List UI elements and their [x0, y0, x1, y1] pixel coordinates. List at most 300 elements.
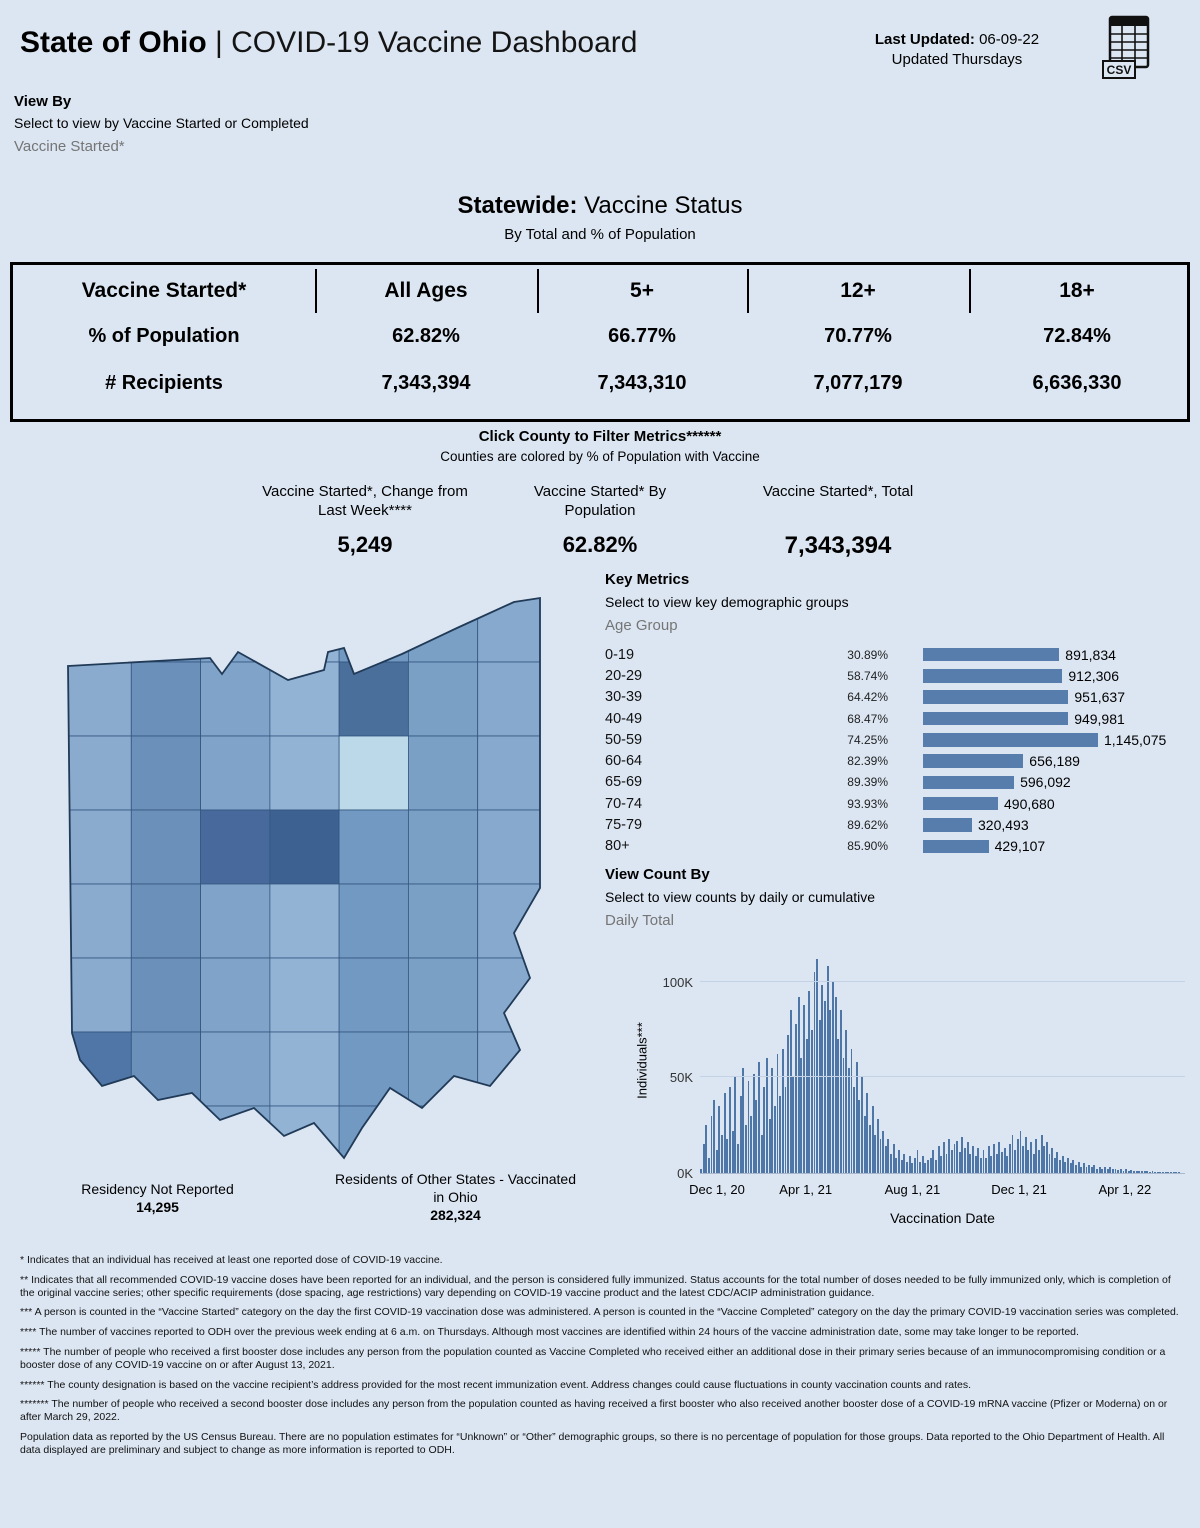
daily-count-bar[interactable]	[914, 1158, 916, 1173]
age-group-bar-chart	[605, 644, 1197, 857]
county-shape[interactable]	[478, 958, 547, 1032]
county-shape[interactable]	[62, 588, 131, 662]
daily-count-bar[interactable]	[1020, 1131, 1022, 1173]
county-shape[interactable]	[339, 736, 408, 810]
age-bar[interactable]	[923, 840, 989, 854]
age-bar-row	[605, 729, 1197, 750]
daily-count-bar[interactable]	[959, 1152, 961, 1173]
county-shape[interactable]	[478, 736, 547, 810]
age-count-label: 490,680	[1004, 795, 1055, 812]
view-count-select[interactable]: Daily Total	[605, 912, 674, 929]
daily-count-bar[interactable]	[1004, 1148, 1006, 1173]
daily-count-bar[interactable]	[922, 1156, 924, 1173]
daily-count-bar[interactable]	[729, 1087, 731, 1173]
daily-count-bar[interactable]	[1043, 1146, 1045, 1173]
daily-count-bar[interactable]	[724, 1093, 726, 1173]
county-shape[interactable]	[131, 958, 200, 1032]
daily-count-bar[interactable]	[985, 1158, 987, 1173]
table-col-12plus: 12+	[840, 279, 876, 302]
table-col-18plus: 18+	[1059, 279, 1095, 302]
daily-count-bar[interactable]	[996, 1154, 998, 1173]
daily-count-bar[interactable]	[940, 1156, 942, 1173]
daily-count-bar[interactable]	[808, 991, 810, 1173]
daily-count-bar[interactable]	[1030, 1142, 1032, 1173]
daily-count-bar[interactable]	[782, 1049, 784, 1173]
x-axis-tick-label: Apr 1, 22	[1098, 1182, 1152, 1197]
county-filter-subtitle: Counties are colored by % of Population with Vaccine	[440, 449, 760, 464]
kpi-change-from-last-week	[260, 482, 470, 574]
table-divider	[747, 269, 749, 313]
daily-count-bar[interactable]	[1086, 1167, 1088, 1173]
daily-count-bar[interactable]	[803, 1005, 805, 1173]
daily-count-bar[interactable]	[737, 1144, 739, 1173]
daily-count-bar[interactable]	[771, 1068, 773, 1173]
daily-count-bar[interactable]	[853, 1087, 855, 1173]
daily-count-bar[interactable]	[1141, 1171, 1143, 1173]
age-bar[interactable]	[923, 648, 1059, 662]
daily-count-bar[interactable]	[835, 997, 837, 1173]
daily-count-bar[interactable]	[755, 1100, 757, 1173]
county-shape[interactable]	[131, 1106, 200, 1180]
daily-count-bar[interactable]	[909, 1156, 911, 1173]
county-shape[interactable]	[270, 736, 339, 810]
daily-count-bar[interactable]	[845, 1030, 847, 1174]
kpi-value: 62.82%	[562, 532, 638, 557]
age-bar-row	[605, 793, 1197, 814]
daily-count-bar[interactable]	[745, 1125, 747, 1173]
county-shape[interactable]	[339, 1032, 408, 1106]
daily-count-bar[interactable]	[829, 1010, 831, 1173]
table-divider	[537, 269, 539, 313]
county-shape[interactable]	[131, 662, 200, 736]
daily-count-bar[interactable]	[866, 1093, 868, 1173]
daily-count-bar[interactable]	[917, 1150, 919, 1173]
county-shape[interactable]	[131, 588, 200, 662]
county-shape[interactable]	[270, 662, 339, 736]
daily-count-bar[interactable]	[1115, 1169, 1117, 1173]
daily-count-bar[interactable]	[890, 1154, 892, 1173]
daily-count-bar[interactable]	[893, 1144, 895, 1173]
view-by-select[interactable]: Vaccine Started*	[14, 138, 125, 155]
age-group-label: 80+	[605, 838, 630, 855]
daily-count-bar[interactable]	[740, 1096, 742, 1173]
county-shape[interactable]	[408, 1032, 477, 1106]
last-updated-label: Last Updated:	[874, 31, 975, 48]
county-shape[interactable]	[201, 588, 270, 662]
daily-count-bar[interactable]	[951, 1150, 953, 1173]
daily-count-bar[interactable]	[1123, 1171, 1125, 1173]
daily-count-bar[interactable]	[1133, 1171, 1135, 1173]
daily-count-bar[interactable]	[1093, 1165, 1095, 1173]
daily-count-bar[interactable]	[887, 1139, 889, 1173]
daily-count-bar[interactable]	[972, 1146, 974, 1173]
daily-count-bar[interactable]	[742, 1068, 744, 1173]
daily-count-bar[interactable]	[840, 1010, 842, 1173]
county-shape[interactable]	[408, 884, 477, 958]
daily-count-bar[interactable]	[792, 1077, 794, 1173]
csv-download-button[interactable]	[1100, 14, 1152, 82]
age-bar[interactable]	[923, 733, 1098, 747]
age-bar[interactable]	[923, 690, 1068, 704]
daily-count-bar[interactable]	[821, 985, 823, 1173]
daily-count-bar[interactable]	[819, 1020, 821, 1173]
age-count-label: 951,637	[1074, 689, 1125, 706]
age-count-label: 1,145,075	[1104, 731, 1167, 748]
daily-count-bar[interactable]	[906, 1162, 908, 1174]
daily-count-bar[interactable]	[1041, 1135, 1043, 1173]
daily-count-bar[interactable]	[1154, 1172, 1156, 1173]
daily-count-bar[interactable]	[1146, 1171, 1148, 1173]
age-group-label: 40-49	[605, 710, 643, 727]
county-shape[interactable]	[339, 958, 408, 1032]
daily-count-bar[interactable]	[1167, 1172, 1169, 1173]
kpi-value: 5,249	[337, 532, 393, 557]
county-shape[interactable]	[270, 1032, 339, 1106]
footnote: Population data as reported by the US Census Bureau. There are no population estimates for “Unknown” or “Other” demographic groups, so there is no percentage of population for those groups. Data reported to the Ohio Department of Health. All data displayed are preliminary and subject to change as more information is reported to ODH.	[20, 1430, 1165, 1456]
daily-count-bar[interactable]	[1009, 1144, 1011, 1173]
daily-count-bar[interactable]	[858, 1100, 860, 1173]
daily-count-bar[interactable]	[911, 1163, 913, 1173]
daily-count-bar[interactable]	[1157, 1172, 1159, 1174]
county-shape[interactable]	[408, 736, 477, 810]
daily-count-bar[interactable]	[1125, 1169, 1127, 1173]
daily-count-bar[interactable]	[816, 959, 818, 1173]
statewide-title-bold: Statewide:	[457, 192, 578, 219]
daily-count-bar[interactable]	[1099, 1167, 1101, 1173]
daily-count-bar[interactable]	[1109, 1167, 1111, 1173]
daily-count-bar[interactable]	[983, 1150, 985, 1173]
daily-count-bar[interactable]	[1096, 1169, 1098, 1173]
county-shape[interactable]	[270, 810, 339, 884]
daily-count-bar[interactable]	[774, 1106, 776, 1173]
daily-count-bar[interactable]	[1012, 1135, 1014, 1173]
county-shape[interactable]	[408, 810, 477, 884]
age-bar[interactable]	[923, 818, 972, 832]
last-updated-block	[852, 30, 1062, 70]
age-group-label: 65-69	[605, 774, 643, 791]
daily-count-bar[interactable]	[927, 1160, 929, 1173]
county-shape[interactable]	[408, 662, 477, 736]
daily-count-bar[interactable]	[734, 1077, 736, 1173]
county-shape[interactable]	[62, 884, 131, 958]
daily-count-bar[interactable]	[864, 1116, 866, 1173]
age-bar-row	[605, 708, 1197, 729]
daily-count-bar[interactable]	[938, 1146, 940, 1173]
view-count-subtitle: Select to view counts by daily or cumulative	[605, 889, 876, 905]
daily-count-bar[interactable]	[874, 1135, 876, 1173]
daily-count-bar[interactable]	[1101, 1169, 1103, 1173]
age-percent-label: 58.74%	[847, 668, 888, 683]
age-group-label: 20-29	[605, 667, 643, 684]
daily-count-bar[interactable]	[930, 1158, 932, 1173]
daily-count-bar[interactable]	[969, 1154, 971, 1173]
county-shape[interactable]	[408, 958, 477, 1032]
daily-count-bar[interactable]	[827, 966, 829, 1173]
county-shape[interactable]	[478, 1106, 547, 1180]
daily-count-bar[interactable]	[1014, 1150, 1016, 1173]
daily-count-bar[interactable]	[901, 1160, 903, 1173]
county-shape[interactable]	[478, 810, 547, 884]
county-shape[interactable]	[201, 1032, 270, 1106]
daily-count-bar[interactable]	[903, 1154, 905, 1173]
daily-count-bar[interactable]	[1027, 1150, 1029, 1173]
daily-count-bar[interactable]	[1162, 1172, 1164, 1173]
daily-count-bar[interactable]	[1038, 1150, 1040, 1173]
footnotes	[20, 1254, 1180, 1464]
daily-count-bar[interactable]	[713, 1100, 715, 1173]
age-bar[interactable]	[923, 797, 998, 811]
daily-count-bar[interactable]	[705, 1125, 707, 1173]
statewide-subtitle: By Total and % of Population	[504, 226, 696, 243]
daily-count-bar[interactable]	[708, 1158, 710, 1173]
county-shape[interactable]	[62, 736, 131, 810]
daily-count-bar[interactable]	[1149, 1172, 1151, 1174]
daily-count-bar[interactable]	[919, 1162, 921, 1174]
residency-not-reported-stat	[40, 1180, 275, 1216]
daily-count-bar[interactable]	[814, 972, 816, 1173]
daily-count-bar[interactable]	[975, 1156, 977, 1173]
daily-count-bar[interactable]	[880, 1139, 882, 1173]
x-axis-tick-label: Apr 1, 21	[779, 1182, 833, 1197]
daily-count-bar[interactable]	[1144, 1171, 1146, 1173]
daily-count-bar[interactable]	[885, 1146, 887, 1173]
daily-count-bar[interactable]	[758, 1062, 760, 1173]
daily-count-bar[interactable]	[924, 1163, 926, 1173]
daily-count-bar[interactable]	[877, 1119, 879, 1173]
daily-count-bar[interactable]	[1178, 1172, 1180, 1173]
daily-count-bar[interactable]	[1033, 1154, 1035, 1173]
daily-count-bar[interactable]	[869, 1125, 871, 1173]
daily-count-bar[interactable]	[946, 1154, 948, 1173]
daily-count-bar[interactable]	[1001, 1152, 1003, 1173]
daily-count-bar[interactable]	[761, 1135, 763, 1173]
daily-count-bar[interactable]	[718, 1106, 720, 1173]
county-shape[interactable]	[201, 810, 270, 884]
footnote: ***** The number of people who received a first booster dose includes any person from the population counted as Vaccine Completed who received either an additional dose in their primary series because of an immunocompromising condition or a booster dose of any COVID-19 vaccine on or after August 13, 2021.	[20, 1345, 1166, 1371]
daily-count-bar[interactable]	[1006, 1156, 1008, 1173]
page-title	[20, 26, 637, 60]
daily-count-bar[interactable]	[998, 1142, 1000, 1173]
kpi-label: Vaccine Started* By Population	[533, 483, 667, 519]
daily-count-bar[interactable]	[785, 1087, 787, 1173]
x-axis-tick-label: Aug 1, 21	[884, 1182, 941, 1197]
daily-count-bar[interactable]	[811, 1030, 813, 1174]
daily-count-bar[interactable]	[943, 1142, 945, 1173]
table-cell: 66.77%	[608, 325, 676, 347]
county-shape[interactable]	[339, 884, 408, 958]
footnote: ****** The county designation is based on the vaccine recipient’s address provided for the most recent immunization event. Address changes could cause fluctuations in county vaccination counts and rates.	[20, 1378, 972, 1391]
daily-count-bar[interactable]	[956, 1141, 958, 1174]
daily-count-bar[interactable]	[1049, 1154, 1051, 1173]
county-shape[interactable]	[270, 884, 339, 958]
daily-count-bar[interactable]	[1080, 1167, 1082, 1173]
daily-count-bar[interactable]	[861, 1077, 863, 1173]
county-shape[interactable]	[270, 958, 339, 1032]
county-shape[interactable]	[62, 1106, 131, 1180]
daily-count-bar[interactable]	[1117, 1170, 1119, 1173]
county-shape[interactable]	[62, 810, 131, 884]
daily-count-bar[interactable]	[1083, 1163, 1085, 1173]
county-shape[interactable]	[62, 1032, 131, 1106]
county-shape[interactable]	[339, 810, 408, 884]
age-count-label: 656,189	[1029, 753, 1080, 770]
daily-count-bar[interactable]	[932, 1150, 934, 1173]
daily-count-bar[interactable]	[1075, 1165, 1077, 1173]
daily-total-chart[interactable]	[615, 948, 1200, 1238]
x-axis-tick-label: Dec 1, 21	[991, 1182, 1047, 1197]
county-shape[interactable]	[478, 1032, 547, 1106]
daily-count-bar[interactable]	[711, 1116, 713, 1173]
daily-count-bar[interactable]	[856, 1062, 858, 1173]
age-bar-row	[605, 665, 1197, 686]
daily-count-bar[interactable]	[977, 1148, 979, 1173]
daily-count-bar[interactable]	[1064, 1162, 1066, 1174]
view-count-by-section	[605, 866, 875, 929]
daily-count-bar[interactable]	[964, 1148, 966, 1173]
daily-count-bar[interactable]	[1165, 1172, 1167, 1173]
page-title-state: State of Ohio	[20, 26, 207, 59]
daily-count-bar[interactable]	[1017, 1139, 1019, 1173]
daily-count-bar[interactable]	[1120, 1169, 1122, 1173]
county-shape[interactable]	[270, 1106, 339, 1180]
daily-count-bar[interactable]	[1025, 1137, 1027, 1173]
daily-count-bar[interactable]	[795, 1024, 797, 1173]
age-bar-row	[605, 687, 1197, 708]
age-bar[interactable]	[923, 669, 1062, 683]
daily-count-bar[interactable]	[732, 1131, 734, 1173]
daily-count-bar[interactable]	[1091, 1167, 1093, 1173]
daily-count-bar[interactable]	[1067, 1158, 1069, 1173]
daily-count-bar[interactable]	[748, 1081, 750, 1173]
county-shape[interactable]	[408, 588, 477, 662]
age-group-label: 70-74	[605, 795, 643, 812]
daily-count-bar[interactable]	[790, 1010, 792, 1173]
daily-count-bar[interactable]	[935, 1160, 937, 1173]
daily-count-bar[interactable]	[1059, 1160, 1061, 1173]
daily-count-bar[interactable]	[1152, 1171, 1154, 1173]
county-shape[interactable]	[62, 662, 131, 736]
county-shape[interactable]	[201, 884, 270, 958]
daily-count-bar[interactable]	[1130, 1170, 1132, 1173]
daily-count-bar[interactable]	[895, 1158, 897, 1173]
county-shape[interactable]	[201, 736, 270, 810]
daily-count-bar[interactable]	[1159, 1172, 1161, 1173]
age-bar-row	[605, 750, 1197, 771]
daily-count-bar[interactable]	[954, 1144, 956, 1173]
daily-bars	[700, 951, 1185, 1173]
daily-count-bar[interactable]	[993, 1144, 995, 1173]
daily-count-bar[interactable]	[716, 1150, 718, 1173]
county-shape[interactable]	[131, 736, 200, 810]
age-bar[interactable]	[923, 712, 1068, 726]
county-shape[interactable]	[131, 1032, 200, 1106]
daily-count-bar[interactable]	[1112, 1169, 1114, 1173]
table-row-label-recipients: # Recipients	[105, 372, 223, 394]
daily-count-bar[interactable]	[750, 1116, 752, 1173]
county-shape[interactable]	[339, 1106, 408, 1180]
daily-count-bar[interactable]	[1046, 1142, 1048, 1173]
daily-count-bar[interactable]	[1022, 1146, 1024, 1173]
csv-file-icon	[1100, 14, 1152, 82]
daily-count-bar[interactable]	[1056, 1152, 1058, 1173]
daily-count-bar[interactable]	[961, 1137, 963, 1173]
daily-count-bar[interactable]	[1104, 1167, 1106, 1173]
key-metrics-select[interactable]: Age Group	[605, 617, 678, 634]
county-shape[interactable]	[201, 662, 270, 736]
x-axis-ticks	[689, 1182, 1185, 1200]
daily-count-bar[interactable]	[1138, 1171, 1140, 1173]
daily-count-bar[interactable]	[700, 1169, 702, 1173]
age-percent-label: 64.42%	[847, 690, 888, 705]
daily-count-bar[interactable]	[703, 1144, 705, 1173]
daily-count-bar[interactable]	[798, 997, 800, 1173]
county-shape[interactable]	[201, 1106, 270, 1180]
daily-count-bar[interactable]	[967, 1142, 969, 1173]
table-col-all-ages: All Ages	[384, 279, 468, 302]
daily-count-bar[interactable]	[824, 1001, 826, 1173]
daily-count-bar[interactable]	[1035, 1139, 1037, 1173]
age-bar[interactable]	[923, 776, 1014, 790]
daily-count-bar[interactable]	[988, 1146, 990, 1173]
daily-count-bar[interactable]	[726, 1139, 728, 1173]
age-percent-label: 93.93%	[847, 796, 888, 811]
county-shape[interactable]	[408, 1106, 477, 1180]
county-shape[interactable]	[131, 884, 200, 958]
daily-count-bar[interactable]	[787, 1035, 789, 1173]
daily-count-bar[interactable]	[948, 1139, 950, 1173]
daily-count-bar[interactable]	[1175, 1172, 1177, 1173]
daily-count-bar[interactable]	[851, 1049, 853, 1173]
county-shape[interactable]	[339, 662, 408, 736]
daily-count-bar[interactable]	[777, 1054, 779, 1173]
daily-count-bar[interactable]	[837, 1039, 839, 1173]
daily-count-bar[interactable]	[1078, 1162, 1080, 1174]
county-shape[interactable]	[131, 810, 200, 884]
county-shape[interactable]	[478, 662, 547, 736]
daily-count-bar[interactable]	[1062, 1156, 1064, 1173]
daily-count-bar[interactable]	[1173, 1172, 1175, 1173]
daily-count-bar[interactable]	[1070, 1163, 1072, 1173]
daily-count-bar[interactable]	[990, 1156, 992, 1173]
daily-count-bar[interactable]	[898, 1150, 900, 1173]
age-bar[interactable]	[923, 754, 1023, 768]
daily-count-bar[interactable]	[1072, 1160, 1074, 1173]
daily-count-bar[interactable]	[779, 1096, 781, 1173]
daily-count-bar[interactable]	[1170, 1172, 1172, 1173]
daily-count-bar[interactable]	[1088, 1165, 1090, 1173]
daily-count-bar[interactable]	[763, 1087, 765, 1173]
daily-count-bar[interactable]	[721, 1135, 723, 1173]
daily-count-bar[interactable]	[806, 1039, 808, 1173]
daily-count-bar[interactable]	[848, 1068, 850, 1173]
daily-count-bar[interactable]	[753, 1074, 755, 1174]
age-bar-row	[605, 644, 1197, 665]
daily-count-bar[interactable]	[1128, 1171, 1130, 1173]
x-axis-title: Vaccination Date	[890, 1210, 995, 1226]
kpi-value: 7,343,394	[784, 532, 892, 559]
county-shape[interactable]	[201, 958, 270, 1032]
daily-count-bar[interactable]	[980, 1158, 982, 1173]
daily-count-bar[interactable]	[1136, 1171, 1138, 1173]
daily-count-bar[interactable]	[1107, 1169, 1109, 1173]
daily-count-bar[interactable]	[1054, 1158, 1056, 1173]
daily-count-bar[interactable]	[769, 1119, 771, 1173]
daily-count-bar[interactable]	[872, 1106, 874, 1173]
ohio-county-map[interactable]	[62, 588, 547, 1180]
county-shape[interactable]	[339, 588, 408, 662]
daily-count-bar[interactable]	[1051, 1148, 1053, 1173]
daily-count-bar[interactable]	[882, 1131, 884, 1173]
